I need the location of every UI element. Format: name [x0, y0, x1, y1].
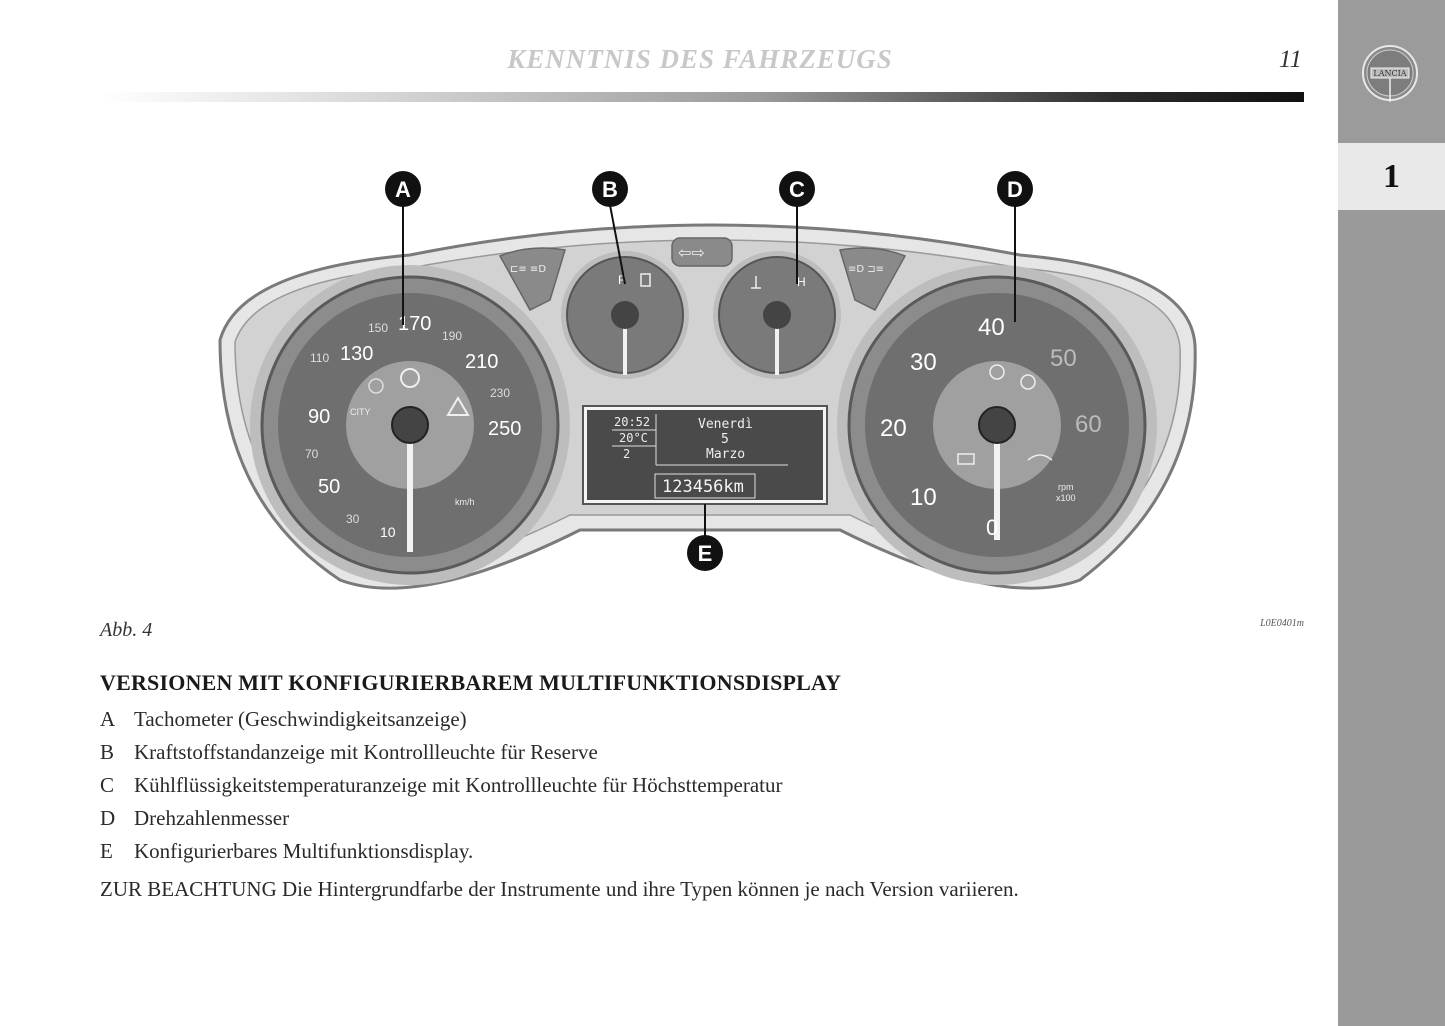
- tacho-label-30: 30: [910, 349, 937, 376]
- legend-item: [100, 707, 782, 740]
- chapter-side-tab: [1338, 0, 1445, 1026]
- speedo-label-50: 50: [318, 476, 341, 498]
- header-rule: [100, 92, 1304, 102]
- callout-a-label: A: [395, 177, 411, 202]
- svg-text:⇦⇨: ⇦⇨: [678, 243, 705, 262]
- callout-b-label: B: [602, 177, 618, 202]
- speedo-label-30: 30: [346, 512, 360, 526]
- temp-hot-label: H: [797, 275, 806, 289]
- tacho-label-20: 20: [880, 415, 907, 442]
- chapter-number: 1: [1338, 143, 1445, 210]
- display-odometer: 123456km: [662, 477, 744, 497]
- callout-a: [385, 171, 421, 207]
- instrument-cluster-figure: [200, 160, 1220, 620]
- fuel-full-label: F: [618, 273, 626, 287]
- display-month: Marzo: [706, 447, 746, 462]
- legend-letter: D: [100, 806, 116, 830]
- speedo-unit: km/h: [455, 497, 475, 507]
- callout-d: [997, 171, 1033, 207]
- speedo-label-190: 190: [442, 329, 463, 343]
- svg-text:≡D ⊐≡: ≡D ⊐≡: [848, 264, 885, 275]
- tacho-label-40: 40: [978, 314, 1005, 341]
- legend-letter: E: [100, 839, 113, 863]
- display-time: 20:52: [614, 415, 651, 429]
- callout-c: [779, 171, 815, 207]
- running-title: KENNTNIS DES FAHRZEUGS: [507, 44, 893, 74]
- section-heading: VERSIONEN MIT KONFIGURIERBAREM MULTIFUNKTIONSDISPLAY: [100, 670, 842, 695]
- tacho-unit-x100: x100: [1056, 493, 1076, 503]
- display-day: Venerdì: [698, 417, 753, 432]
- speedo-label-150: 150: [368, 321, 389, 335]
- legend-letter: C: [100, 773, 115, 797]
- logo-text: LANCIA: [1373, 69, 1407, 78]
- speedo-label-110: 110: [310, 351, 330, 365]
- legend-letter: A: [100, 707, 116, 731]
- page-number: 11: [1278, 46, 1302, 73]
- legend-text: Drehzahlenmesser: [134, 806, 290, 830]
- callout-b: [592, 171, 628, 207]
- tacho-label-0: 0: [986, 515, 999, 540]
- legend-item: [100, 773, 782, 806]
- legend-letter: B: [100, 740, 115, 764]
- speedo-label-250: 250: [488, 418, 522, 440]
- speedo-label-70: 70: [305, 447, 319, 461]
- speedo-label-230: 230: [490, 386, 511, 400]
- callout-e-label: E: [697, 541, 713, 566]
- display-gear: 2: [623, 447, 631, 461]
- multifunction-display: [583, 406, 827, 504]
- legend-item: [100, 806, 782, 839]
- tacho-label-10: 10: [910, 484, 937, 511]
- lancia-logo-icon: [1361, 44, 1419, 106]
- fuel-gauge: [561, 251, 689, 379]
- legend-item: [100, 740, 782, 773]
- speedo-label-90: 90: [308, 406, 331, 428]
- turn-signal-indicator: [672, 238, 732, 266]
- legend-text: Tachometer (Geschwindigkeitsanzeige): [134, 707, 467, 731]
- speedo-label-130: 130: [340, 343, 374, 365]
- display-date: 5: [721, 432, 729, 447]
- tacho-label-60: 60: [1075, 411, 1102, 438]
- speedometer-gauge: [250, 265, 570, 585]
- coolant-temperature-gauge: [713, 251, 841, 379]
- logo-box: [1338, 0, 1445, 138]
- figure-code: L0E0401m: [1260, 618, 1304, 629]
- speedo-city-label: CITY: [350, 407, 371, 417]
- speedo-label-170: 170: [398, 313, 432, 335]
- callout-e: [687, 535, 723, 571]
- legend-text: Kühlflüssigkeitstemperaturanzeige mit Kontrollleuchte für Höchsttemperatur: [134, 773, 783, 797]
- legend-list: [100, 707, 782, 872]
- tacho-unit-rpm: rpm: [1058, 482, 1074, 492]
- legend-text: Konfigurierbares Multifunktionsdisplay.: [134, 839, 474, 863]
- side-tab-lower: [1338, 214, 1445, 1026]
- figure-caption: Abb. 4: [100, 619, 153, 641]
- legend-text: Kraftstoffstandanzeige mit Kontrollleuchte für Reserve: [134, 740, 598, 764]
- speedo-label-10: 10: [380, 524, 396, 540]
- note-paragraph: ZUR BEACHTUNG Die Hintergrundfarbe der Instrumente und ihre Typen können je nach Version variieren.: [100, 877, 1019, 901]
- tachometer-gauge: [837, 265, 1157, 585]
- legend-item: [100, 839, 782, 872]
- callout-c-label: C: [789, 177, 805, 202]
- tacho-label-50: 50: [1050, 345, 1077, 372]
- display-temperature: 20°C: [619, 431, 648, 445]
- callout-d-label: D: [1007, 177, 1023, 202]
- svg-text:⊏≡ ≡D: ⊏≡ ≡D: [510, 264, 547, 275]
- speedo-label-210: 210: [465, 351, 499, 373]
